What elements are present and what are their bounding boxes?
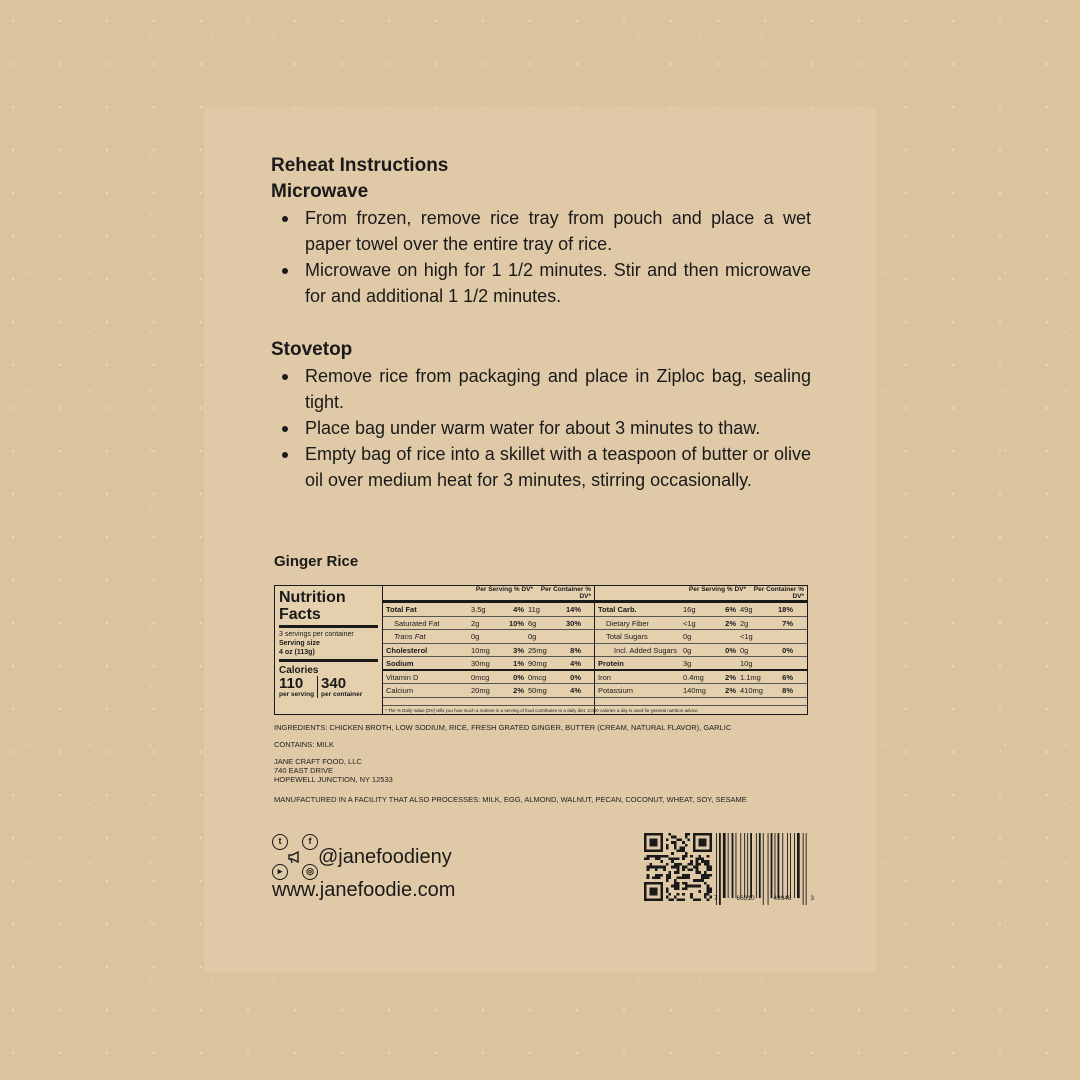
- nutrient-label: Total Fat: [386, 605, 417, 614]
- header-per-container: Per Container % DV*: [753, 586, 804, 600]
- nutrient-label: Total Sugars: [606, 632, 648, 641]
- amount-per-serving: 16g: [683, 605, 696, 614]
- nutrient-label: Calcium: [386, 686, 414, 695]
- nutrient-row: [595, 630, 807, 644]
- dv-per-container: 8%: [570, 645, 581, 655]
- dv-per-serving: 2%: [725, 618, 736, 628]
- instagram-icon[interactable]: ◎: [302, 864, 318, 880]
- nutrient-table-right: [595, 586, 807, 714]
- amount-per-serving: 2g: [471, 618, 480, 628]
- dv-per-serving: 2%: [513, 686, 524, 695]
- facebook-icon[interactable]: f: [302, 834, 318, 850]
- nutrient-row: [383, 671, 594, 685]
- calories-per-serving: 110: [279, 675, 304, 692]
- servings-per-container: 3 servings per container: [279, 631, 354, 638]
- nutrient-label: Incl. Added Sugars: [614, 645, 677, 655]
- amount-per-container: 0g: [528, 632, 537, 641]
- nutrient-label: Trans Fat: [394, 632, 426, 641]
- nutrient-row: [595, 603, 807, 617]
- stovetop-steps: [271, 363, 811, 493]
- list-item: Microwave on high for 1 1/2 minutes. Stir and then microwave for and additional 1 1/2 minutes.: [271, 257, 811, 309]
- nutrient-row: [383, 644, 594, 658]
- dv-per-serving: 10%: [508, 618, 524, 628]
- amount-per-serving: 140mg: [683, 686, 706, 695]
- dv-per-container: 14%: [565, 605, 581, 614]
- amount-per-serving: 0g: [683, 645, 692, 655]
- nutrient-row: [595, 671, 807, 685]
- dv-per-serving: 0%: [725, 645, 736, 655]
- amount-per-container: 10g: [740, 659, 753, 668]
- calories-per-container: 340: [321, 675, 347, 692]
- nutrient-label: Saturated Fat: [394, 618, 440, 628]
- nutrient-row: [383, 630, 594, 644]
- list-item: Place bag under warm water for about 3 minutes to thaw.: [271, 415, 811, 441]
- nutrient-label: Total Carb.: [598, 605, 637, 614]
- nutrient-label: Potassium: [598, 686, 634, 695]
- dv-per-serving: 2%: [725, 672, 736, 682]
- dv-per-serving: 2%: [725, 686, 736, 695]
- amount-per-container: <1g: [740, 632, 753, 641]
- nutrient-row: [383, 657, 594, 671]
- qr-code[interactable]: [644, 833, 712, 901]
- dv-per-container: 4%: [570, 659, 581, 668]
- barcode-digit-left: 7: [714, 895, 718, 902]
- social-handle[interactable]: @janefoodieny: [318, 846, 452, 868]
- dv-per-serving: 6%: [725, 605, 736, 614]
- megaphone-icon: [287, 849, 303, 865]
- barcode-group-2: 49948: [773, 895, 792, 902]
- dv-per-serving: [709, 657, 740, 669]
- dv-per-container: 0%: [782, 645, 793, 655]
- dv-per-serving: 3%: [513, 645, 524, 655]
- header-per-serving: Per Serving % DV*: [688, 586, 746, 593]
- reheat-instructions: [271, 153, 811, 493]
- amount-per-serving: 3.5g: [471, 605, 486, 614]
- amount-per-container: 25mg: [528, 645, 547, 655]
- dv-per-container: 30%: [565, 618, 581, 628]
- nutrient-row: [595, 684, 807, 698]
- dv-per-container: [554, 630, 585, 643]
- amount-per-serving: 10mg: [471, 645, 490, 655]
- dv-per-container: [766, 630, 797, 643]
- amount-per-serving: 20mg: [471, 686, 490, 695]
- nutrient-label: Iron: [598, 672, 611, 682]
- nutrient-row: [383, 617, 594, 631]
- product-name: Ginger Rice: [274, 553, 359, 570]
- company-name: JANE CRAFT FOOD, LLC: [274, 757, 362, 766]
- dv-per-serving: [497, 630, 528, 643]
- dv-per-container: 8%: [782, 686, 793, 695]
- amount-per-serving: 0.4mg: [683, 672, 704, 682]
- ingredients-text: INGREDIENTS: CHICKEN BROTH, LOW SODIUM, RICE, FRESH GRATED GINGER, BUTTER (CREAM, NATURAL FLAVOR), GARLIC: [274, 723, 732, 732]
- nutrition-title-2: Facts: [279, 606, 321, 623]
- amount-per-container: 49g: [740, 605, 753, 614]
- amount-per-container: 6g: [528, 618, 537, 628]
- dv-per-container: [766, 657, 797, 669]
- serving-size-label: Serving size: [279, 640, 320, 647]
- twitter-icon[interactable]: t: [272, 834, 288, 850]
- company-address: [274, 757, 393, 784]
- amount-per-container: 2g: [740, 618, 749, 628]
- barcode-digit-right: 3: [810, 895, 814, 902]
- microwave-steps: [271, 205, 811, 309]
- nutrient-row: [383, 603, 594, 617]
- nutrient-label: Cholesterol: [386, 645, 428, 655]
- amount-per-serving: 0g: [683, 632, 692, 641]
- nutrient-row: [595, 657, 807, 671]
- nutrient-label: Dietary Fiber: [606, 618, 649, 628]
- contains-text: CONTAINS: MILK: [274, 740, 334, 749]
- amount-per-serving: 3g: [683, 659, 692, 668]
- dv-per-container: 7%: [782, 618, 793, 628]
- amount-per-serving: <1g: [683, 618, 696, 628]
- amount-per-container: 0g: [740, 645, 749, 655]
- nutrition-facts-panel: [274, 585, 808, 715]
- list-item: From frozen, remove rice tray from pouch and place a wet paper towel over the entire tray of rice.: [271, 205, 811, 257]
- list-item: Remove rice from packaging and place in Ziploc bag, sealing tight.: [271, 363, 811, 415]
- amount-per-container: 90mg: [528, 659, 547, 668]
- nutrient-label: Protein: [598, 659, 624, 668]
- nutrition-summary: [275, 586, 383, 714]
- nutrient-row: [595, 644, 807, 658]
- header-per-container: Per Container % DV*: [540, 586, 591, 600]
- amount-per-container: 1.1mg: [740, 672, 761, 682]
- dv-per-container: 4%: [570, 686, 581, 695]
- dv-per-serving: 0%: [513, 672, 524, 682]
- nutrient-row: [595, 617, 807, 631]
- barcode-digits: [714, 895, 814, 902]
- social-icons: [270, 832, 320, 882]
- stovetop-heading: Stovetop: [271, 339, 353, 360]
- youtube-icon[interactable]: ▸: [272, 864, 288, 880]
- dv-footnote: * The % Daily Value (DV) tells you how much a nutrient in a serving of food contributes to a daily diet. 2,000 calories a day is used for general nutrition advice.: [383, 705, 807, 714]
- dv-per-serving: 4%: [513, 605, 524, 614]
- amount-per-serving: 0g: [471, 632, 480, 641]
- dv-per-serving: 1%: [513, 659, 524, 668]
- nutrition-title-1: Nutrition: [279, 589, 346, 606]
- label-panel: [204, 107, 876, 972]
- amount-per-serving: 30mg: [471, 659, 490, 668]
- amount-per-container: 0mcg: [528, 672, 547, 682]
- dv-per-container: 18%: [777, 605, 793, 614]
- amount-per-serving: 0mcg: [471, 672, 490, 682]
- nutrient-label: Sodium: [386, 659, 414, 668]
- website-link[interactable]: www.janefoodie.com: [272, 879, 456, 901]
- dv-per-container: 6%: [782, 672, 793, 682]
- dv-per-serving: [709, 630, 740, 643]
- allergen-statement: MANUFACTURED IN A FACILITY THAT ALSO PROCESSES: MILK, EGG, ALMOND, WALNUT, PECAN, COCONUT, WHEAT, SOY, SESAME: [274, 795, 747, 804]
- dv-per-container: 0%: [570, 672, 581, 682]
- barcode-group-1: 66310: [736, 895, 755, 902]
- instructions-title: Reheat Instructions: [271, 155, 449, 176]
- list-item: Empty bag of rice into a skillet with a teaspoon of butter or olive oil over medium heat for 3 minutes, stirring occasionally.: [271, 441, 811, 493]
- microwave-heading: Microwave: [271, 181, 369, 202]
- company-city: HOPEWELL JUNCTION, NY 12533: [274, 775, 393, 784]
- calories-label: Calories: [279, 665, 319, 676]
- company-street: 740 EAST DRIVE: [274, 766, 334, 775]
- amount-per-container: 410mg: [740, 686, 763, 695]
- per-serving-label: per serving: [279, 691, 315, 698]
- amount-per-container: 50mg: [528, 686, 547, 695]
- header-per-serving: Per Serving % DV*: [475, 586, 533, 593]
- per-container-label: per container: [321, 691, 363, 698]
- nutrient-row: [383, 684, 594, 698]
- amount-per-container: 11g: [528, 605, 540, 614]
- nutrient-label: Vitamin D: [386, 672, 419, 682]
- serving-size-value: 4 oz (113g): [279, 649, 315, 656]
